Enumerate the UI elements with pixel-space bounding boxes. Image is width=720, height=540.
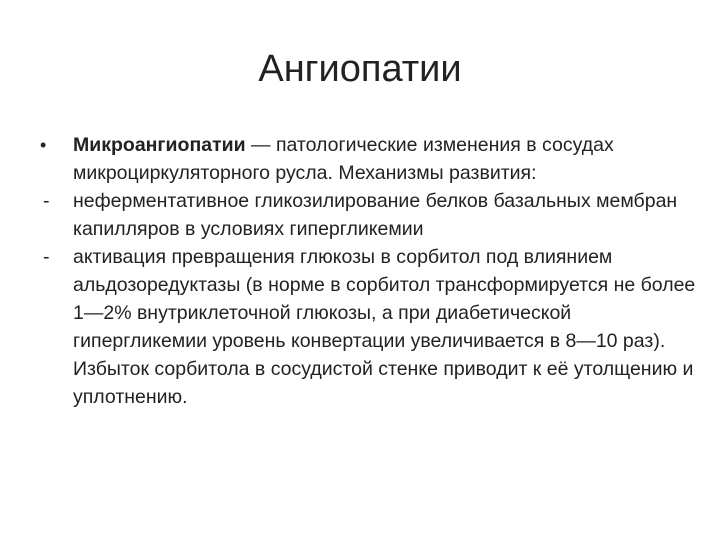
- bold-term: Микроангиопатии: [73, 134, 246, 156]
- bullet-marker: •: [40, 135, 47, 155]
- dash-marker: -: [43, 190, 50, 212]
- slide-body: [40, 131, 710, 411]
- dash-text: активация превращения глюкозы в сорбитол под влиянием альдозоредуктазы (в норме в сорбитол трансформируется не более 1—2% внутриклеточной глюкозы, а при диабетической гипергликемии уровень конвертации увеличивается в 8—10 раз). Избыток сорбитола в сосудистой стенке приводит к её утолщению и уплотнению.: [73, 246, 696, 408]
- dash-marker: -: [43, 246, 50, 268]
- bullet-item-microangiopathy: [40, 131, 710, 187]
- dash-item-sorbitol: [40, 243, 710, 411]
- slide-title: Ангиопатии: [258, 48, 462, 90]
- dash-text: неферментативное гликозилирование белков базальных мембран капилляров в условиях гипергликемии: [73, 190, 678, 240]
- bullet-text: — патологические изменения в сосудах микроциркуляторного русла. Механизмы развития:: [73, 134, 614, 184]
- dash-item-glycation: [40, 187, 710, 243]
